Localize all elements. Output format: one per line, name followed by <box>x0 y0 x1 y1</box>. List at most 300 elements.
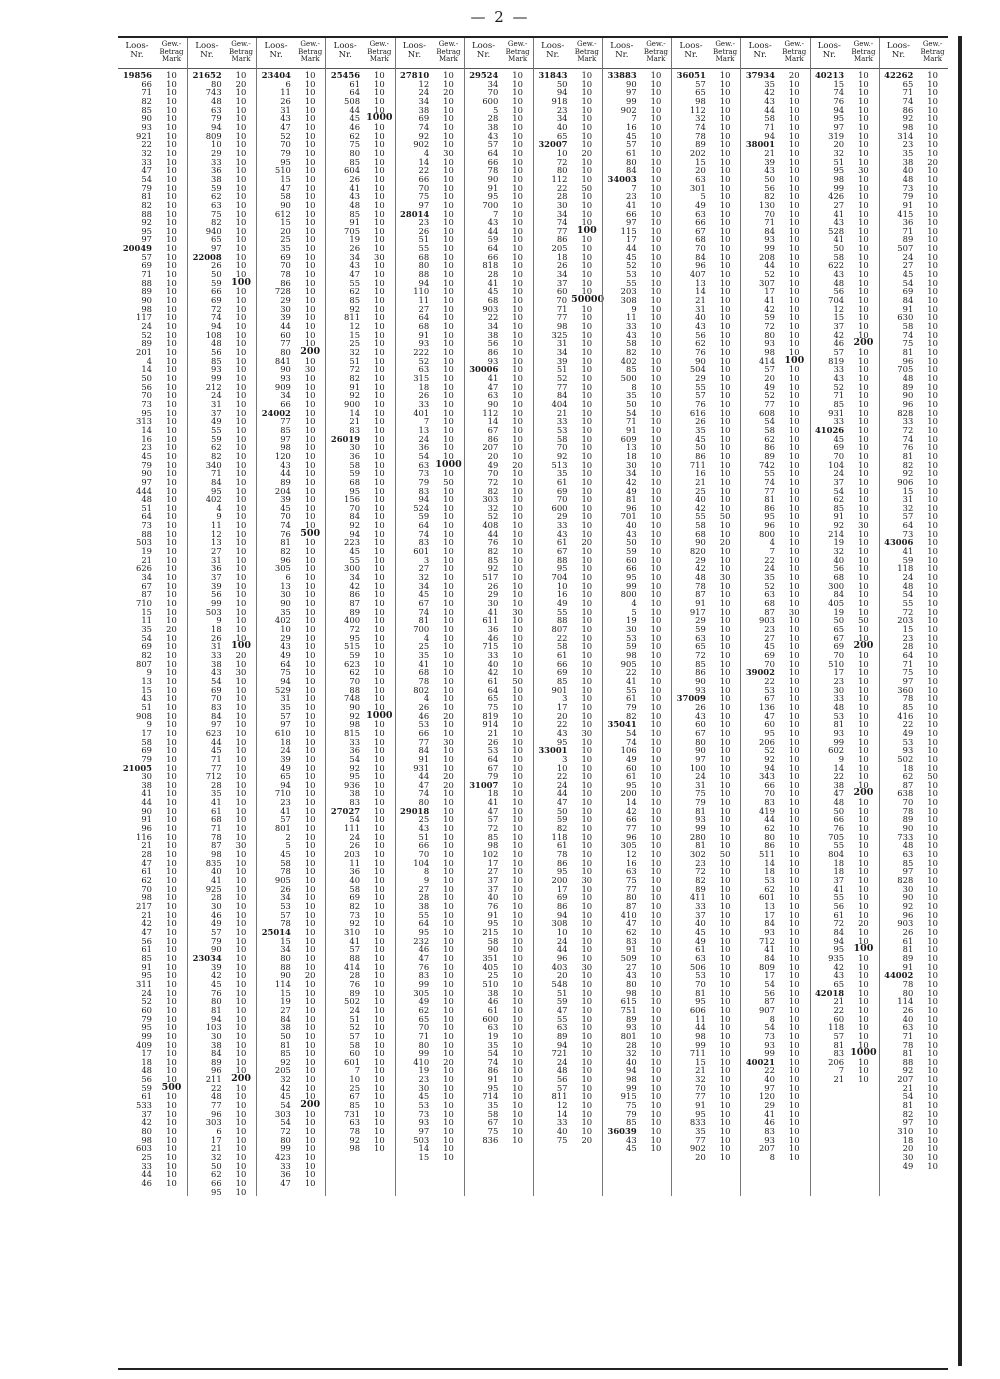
lot-number: 31 <box>695 303 706 314</box>
lot-number: 19 <box>141 546 152 557</box>
lot-number: 57 <box>902 511 914 522</box>
prize-amount: 10 <box>373 1074 385 1085</box>
lot-number: 728 <box>274 286 291 297</box>
table-row <box>603 573 671 582</box>
row-list <box>188 69 256 1196</box>
prize-amount: 10 <box>858 485 869 496</box>
prize-amount: 10 <box>858 598 869 609</box>
table-row <box>672 798 740 807</box>
lot-number: 835 <box>205 857 222 868</box>
prize-amount: 10 <box>235 996 247 1007</box>
lot-number: 67 <box>833 632 845 643</box>
lot-number: 24 <box>695 771 706 782</box>
prize-amount: 10 <box>443 1108 454 1119</box>
prize-amount: 10 <box>512 831 523 842</box>
table-row <box>603 322 671 331</box>
prize-amount: 10 <box>166 1100 177 1111</box>
prize-amount: 10 <box>166 727 177 738</box>
header-label: Nr. <box>476 50 491 60</box>
lot-number: 87 <box>695 589 706 600</box>
lot-number: 77 <box>280 416 291 427</box>
lot-number: 9 <box>216 615 222 626</box>
header-label: Gew.- <box>161 40 182 48</box>
lot-number: 26 <box>349 173 361 184</box>
lot-number: 45 <box>695 926 706 937</box>
lot-number: 200 <box>551 875 568 886</box>
prize-amount: 10 <box>858 70 869 80</box>
lot-number: 50 <box>764 173 775 184</box>
lot-number: 77 <box>556 312 568 323</box>
prize-amount: 10 <box>443 840 454 851</box>
prize-amount: 10 <box>650 926 662 937</box>
lot-number: 70 <box>764 208 775 219</box>
prize-amount: 10 <box>788 1152 800 1163</box>
lot-number: 833 <box>689 1117 706 1128</box>
lot-number: 66 <box>833 814 845 825</box>
prize-amount: 10 <box>235 875 247 886</box>
lot-number: 53 <box>625 632 637 643</box>
prize-amount: 10 <box>235 909 247 920</box>
prize-amount: 10 <box>581 624 593 634</box>
lot-number: 51 <box>349 355 361 366</box>
prize-amount: 10 <box>304 935 316 946</box>
lot-number: 18 <box>902 762 914 773</box>
lot-number: 104 <box>828 459 845 470</box>
prize-amount: 10 <box>650 355 662 366</box>
prize-amount: 10 <box>373 494 385 505</box>
table-row <box>188 1023 256 1032</box>
lot-number: 38 <box>487 329 499 340</box>
prize-amount: 10 <box>719 563 731 574</box>
prize-amount: 10 <box>512 147 523 158</box>
prize-amount: 10 <box>304 875 316 886</box>
lot-number: 16 <box>625 121 637 132</box>
lot-number: 9 <box>216 511 222 522</box>
lot-number: 17 <box>556 883 568 894</box>
prize-amount: 10 <box>650 658 662 669</box>
prize-amount: 10 <box>235 390 247 401</box>
table-row <box>188 331 256 340</box>
lot-number: 65 <box>487 693 499 704</box>
prize-amount: 10 <box>927 710 938 721</box>
column-group <box>740 38 809 1196</box>
prize-amount: 10 <box>719 173 731 184</box>
table-row <box>188 261 256 270</box>
lot-number: 95 <box>141 970 152 981</box>
prize-amount: 10 <box>373 199 385 210</box>
prize-amount: 10 <box>373 926 385 937</box>
prize-amount: 10 <box>304 182 316 193</box>
lot-number: 303 <box>482 494 499 505</box>
lot-number: 94 <box>418 494 430 505</box>
prize-amount: 10 <box>650 390 662 401</box>
lot-number: 29 <box>556 511 568 522</box>
prize-amount: 10 <box>719 416 731 427</box>
lot-number: 52 <box>556 372 568 383</box>
lot-number: 405 <box>482 961 499 972</box>
prize-amount: 10 <box>373 321 385 332</box>
lot-number: 71 <box>211 468 222 479</box>
lot-number: 15 <box>280 935 291 946</box>
table-row <box>188 997 256 1006</box>
prize-amount: 10 <box>512 528 523 539</box>
lot-number: 25 <box>280 234 291 245</box>
lot-number: 92 <box>764 753 775 764</box>
prize-amount: 10 <box>719 788 731 799</box>
lot-number: 68 <box>695 234 706 245</box>
column-header <box>603 38 671 69</box>
prize-amount: 10 <box>927 494 938 505</box>
prize-amount: 10 <box>512 926 523 937</box>
lot-number: 40 <box>556 1126 568 1137</box>
lot-number: 72 <box>764 321 775 332</box>
prize-amount: 10 <box>581 675 593 686</box>
lot-number: 80 <box>280 347 291 357</box>
prize-amount: 10 <box>858 684 869 695</box>
prize-amount: 10 <box>581 797 593 808</box>
lot-number: 98 <box>833 173 845 184</box>
prize-amount: 20 <box>927 156 938 167</box>
prize-amount: 10 <box>788 208 800 219</box>
lot-number: 37 <box>695 909 706 920</box>
table-row <box>603 547 671 556</box>
lot-number: 53 <box>556 424 568 435</box>
prize-amount: 10 <box>927 295 938 306</box>
prize-amount: 10 <box>166 1117 177 1128</box>
prize-amount: 10 <box>166 494 177 505</box>
prize-amount: 10 <box>166 70 177 80</box>
table-row <box>603 564 671 573</box>
table-row <box>603 158 671 167</box>
table-row <box>672 824 740 833</box>
lot-number: 57 <box>695 78 706 89</box>
prize-amount: 10 <box>166 217 177 228</box>
prize-amount: 10 <box>166 693 177 704</box>
prize-amount: 10 <box>373 338 385 349</box>
prize-amount: 10 <box>443 312 454 323</box>
table-row <box>188 980 256 989</box>
lot-number: 600 <box>482 1013 499 1024</box>
prize-amount: 10 <box>235 372 247 383</box>
prize-amount: 10 <box>166 347 177 357</box>
lot-number: 92 <box>141 217 152 228</box>
table-row <box>603 1058 671 1067</box>
table-row <box>603 210 671 219</box>
lot-number: 91 <box>902 303 914 314</box>
prize-amount: 10 <box>235 312 247 323</box>
lot-number: 67 <box>487 424 499 435</box>
lot-number: 56 <box>833 286 845 297</box>
prize-amount: 10 <box>719 459 731 470</box>
prize-amount: 10 <box>719 104 731 115</box>
lot-number: 63 <box>695 208 706 219</box>
prize-amount: 10 <box>788 147 800 158</box>
lot-number: 91 <box>833 511 845 522</box>
prize-amount: 10 <box>235 182 247 193</box>
lot-number: 9 <box>146 667 152 678</box>
prize-amount: 10 <box>373 234 385 245</box>
lot-number: 21 <box>141 840 152 851</box>
prize-amount: 10 <box>443 520 454 531</box>
prize-amount: 10 <box>443 243 454 254</box>
lot-number: 35 <box>764 78 775 89</box>
lot-number: 73 <box>418 1108 430 1119</box>
prize-amount: 10 <box>512 269 523 280</box>
prize-amount: 10 <box>581 347 593 357</box>
lot-number: 70 <box>695 1082 706 1093</box>
table-row <box>672 815 740 824</box>
lot-number: 82 <box>211 450 222 461</box>
lot-number: 94 <box>349 528 361 539</box>
lot-number: 31843 <box>538 70 568 80</box>
lot-number: 84 <box>280 1013 291 1024</box>
lot-number: 58 <box>349 459 361 470</box>
prize-amount: 10 <box>304 390 316 401</box>
lot-number: 914 <box>482 719 499 730</box>
table-row <box>603 417 671 426</box>
table-row <box>603 218 671 227</box>
lot-number: 95 <box>211 485 222 496</box>
lot-number: 90 <box>487 173 499 184</box>
prize-amount-header <box>779 38 810 68</box>
lot-number: 402 <box>620 355 637 366</box>
prize-amount: 200 <box>300 1099 321 1111</box>
lot-number: 51 <box>556 987 568 998</box>
lot-number: 515 <box>344 641 361 652</box>
lot-number: 91 <box>487 1074 499 1085</box>
prize-amount: 10 <box>650 1056 662 1067</box>
prize-amount: 10 <box>858 606 869 617</box>
prize-amount: 10 <box>304 866 316 877</box>
prize-amount: 10 <box>373 329 385 340</box>
header-label: Gew.- <box>231 40 251 48</box>
lot-number: 71 <box>902 658 914 669</box>
table-row <box>188 668 256 677</box>
lot-number-header <box>465 38 503 68</box>
table-row <box>603 409 671 418</box>
prize-amount: 10 <box>166 987 177 998</box>
lot-number: 69 <box>902 286 914 297</box>
prize-amount: 10 <box>788 398 800 409</box>
table-row <box>672 158 740 167</box>
prize-amount: 10 <box>304 381 316 392</box>
table-row <box>188 564 256 573</box>
lot-number: 77 <box>764 398 775 409</box>
lot-number: 47 <box>349 269 361 280</box>
prize-amount: 10 <box>373 156 385 167</box>
prize-amount: 10 <box>858 1039 869 1050</box>
lot-number: 65 <box>280 771 291 782</box>
lot-number: 44 <box>764 814 775 825</box>
lot-number: 70 <box>280 139 291 150</box>
prize-amount: 10 <box>443 1013 454 1024</box>
lot-number: 18 <box>211 624 222 634</box>
lot-number: 503 <box>136 537 152 548</box>
prize-amount: 10 <box>650 1074 662 1085</box>
prize-amount: 10 <box>235 225 247 236</box>
table-row <box>603 495 671 504</box>
table-row <box>672 71 740 80</box>
lot-number: 90 <box>487 398 499 409</box>
prize-amount: 10 <box>235 494 247 505</box>
prize-amount: 10 <box>719 649 731 660</box>
lot-number: 91 <box>695 1100 706 1111</box>
prize-amount: 10 <box>443 191 454 202</box>
prize-amount: 10 <box>581 615 593 626</box>
prize-amount: 10 <box>512 1082 523 1093</box>
prize-amount: 10 <box>235 1169 247 1180</box>
lot-number: 40 <box>487 892 499 903</box>
lot-number: 83 <box>349 424 361 435</box>
table-row <box>188 184 256 193</box>
lot-number: 300 <box>344 563 361 574</box>
lot-number: 95 <box>349 485 361 496</box>
lot-number: 27 <box>211 546 222 557</box>
lot-number: 53 <box>902 736 914 747</box>
lot-number: 58 <box>902 321 914 332</box>
prize-amount: 10 <box>512 398 523 409</box>
lot-number: 45 <box>625 251 637 262</box>
prize-amount: 10 <box>719 675 731 686</box>
lot-number: 70 <box>280 511 291 522</box>
prize-amount: 10 <box>166 901 177 911</box>
prize-amount: 10 <box>373 485 385 496</box>
lot-number: 97 <box>902 1117 914 1128</box>
lot-number: 47 <box>556 797 568 808</box>
table-row <box>603 287 671 296</box>
prize-amount: 10 <box>581 667 593 678</box>
prize-amount: 10 <box>235 433 247 444</box>
lot-number: 88 <box>418 269 430 280</box>
lot-number: 325 <box>551 329 568 340</box>
lot-number: 44 <box>764 260 775 271</box>
table-row <box>603 279 671 288</box>
lot-number: 66 <box>764 779 775 790</box>
header-label: Nr. <box>407 50 422 60</box>
lot-number: 29018 <box>400 805 430 816</box>
prize-amount: 10 <box>304 762 316 773</box>
table-row <box>603 1023 671 1032</box>
prize-amount: 10 <box>858 398 869 409</box>
lot-number: 74 <box>902 95 914 106</box>
lot-number: 34 <box>556 208 568 219</box>
prize-amount: 10 <box>858 675 869 686</box>
lot-number: 36 <box>211 165 222 176</box>
lot-number: 77 <box>280 338 291 349</box>
prize-amount: 10 <box>927 1117 938 1128</box>
lot-number: 49 <box>764 381 775 392</box>
lot-number: 18 <box>833 866 845 877</box>
lot-number: 55 <box>764 468 775 479</box>
lot-number: 99 <box>141 1030 152 1041</box>
prize-amount: 10 <box>304 952 316 963</box>
prize-amount: 10 <box>235 1039 247 1050</box>
lot-number: 511 <box>758 849 775 860</box>
prize-amount: 10 <box>235 658 247 669</box>
lot-number: 43 <box>625 970 637 981</box>
prize-amount: 10 <box>304 156 316 167</box>
lot-number: 95 <box>625 779 637 790</box>
prize-amount: 10 <box>858 892 869 903</box>
prize-amount: 10 <box>788 701 800 712</box>
prize-amount: 10 <box>719 1100 731 1111</box>
column-header <box>672 38 740 69</box>
prize-amount: 10 <box>373 701 385 712</box>
lot-number: 50 <box>625 398 637 409</box>
prize-amount: 10 <box>719 87 731 98</box>
prize-amount: 10 <box>443 208 454 219</box>
lot-number: 925 <box>205 883 222 894</box>
lot-number: 37934 <box>745 70 775 80</box>
prize-amount: 10 <box>927 996 938 1007</box>
lot-number: 21 <box>764 147 775 158</box>
prize-amount: 20 <box>719 537 731 548</box>
lot-number: 33 <box>833 416 845 427</box>
lot-number: 99 <box>211 372 222 383</box>
lot-number: 20 <box>487 450 499 461</box>
lot-number: 86 <box>280 277 291 288</box>
table-row <box>672 746 740 755</box>
table-row <box>188 504 256 513</box>
prize-amount: 10 <box>581 321 593 332</box>
table-row <box>188 677 256 686</box>
lot-number: 58 <box>349 1039 361 1050</box>
table-row <box>672 461 740 470</box>
prize-amount: 10 <box>927 831 938 842</box>
lot-number: 12 <box>418 78 430 89</box>
prize-amount: 10 <box>512 598 523 609</box>
prize-amount: 10 <box>719 952 731 963</box>
prize-amount: 10 <box>373 823 385 834</box>
lot-number: 61 <box>902 935 914 946</box>
table-row <box>188 815 256 824</box>
prize-amount: 10 <box>443 502 454 513</box>
prize-amount: 10 <box>235 1022 247 1033</box>
table-row <box>672 902 740 911</box>
lot-number: 23 <box>418 217 430 228</box>
lot-number: 53 <box>418 719 430 730</box>
lot-number: 64 <box>487 684 499 695</box>
prize-amount: 10 <box>927 511 938 522</box>
lot-number: 41 <box>833 883 845 894</box>
lot-number: 87 <box>211 840 222 851</box>
prize-amount: 10 <box>927 139 938 150</box>
prize-amount: 10 <box>373 104 385 115</box>
prize-amount: 10 <box>927 892 938 903</box>
lot-number: 66 <box>418 840 430 851</box>
lot-number: 31 <box>211 398 222 409</box>
table-row <box>603 764 671 773</box>
lot-number: 28 <box>902 641 914 652</box>
lot-number: 76 <box>695 347 706 357</box>
prize-amount: 10 <box>927 70 938 80</box>
prize-amount: 10 <box>235 528 247 539</box>
lot-number: 81 <box>833 719 845 730</box>
prize-amount: 10 <box>788 95 800 106</box>
prize-amount: 10 <box>235 338 247 349</box>
prize-amount: 10 <box>443 260 454 271</box>
table-row <box>188 417 256 426</box>
prize-amount: 10 <box>927 641 938 652</box>
lot-number: 81 <box>902 347 914 357</box>
prize-amount: 10 <box>512 615 523 626</box>
prize-amount: 10 <box>304 675 316 686</box>
table-row <box>188 443 256 452</box>
prize-amount: 10 <box>581 918 593 929</box>
lot-number: 43006 <box>884 537 914 548</box>
lot-number: 89 <box>141 338 152 349</box>
lot-number: 81 <box>902 1048 914 1059</box>
